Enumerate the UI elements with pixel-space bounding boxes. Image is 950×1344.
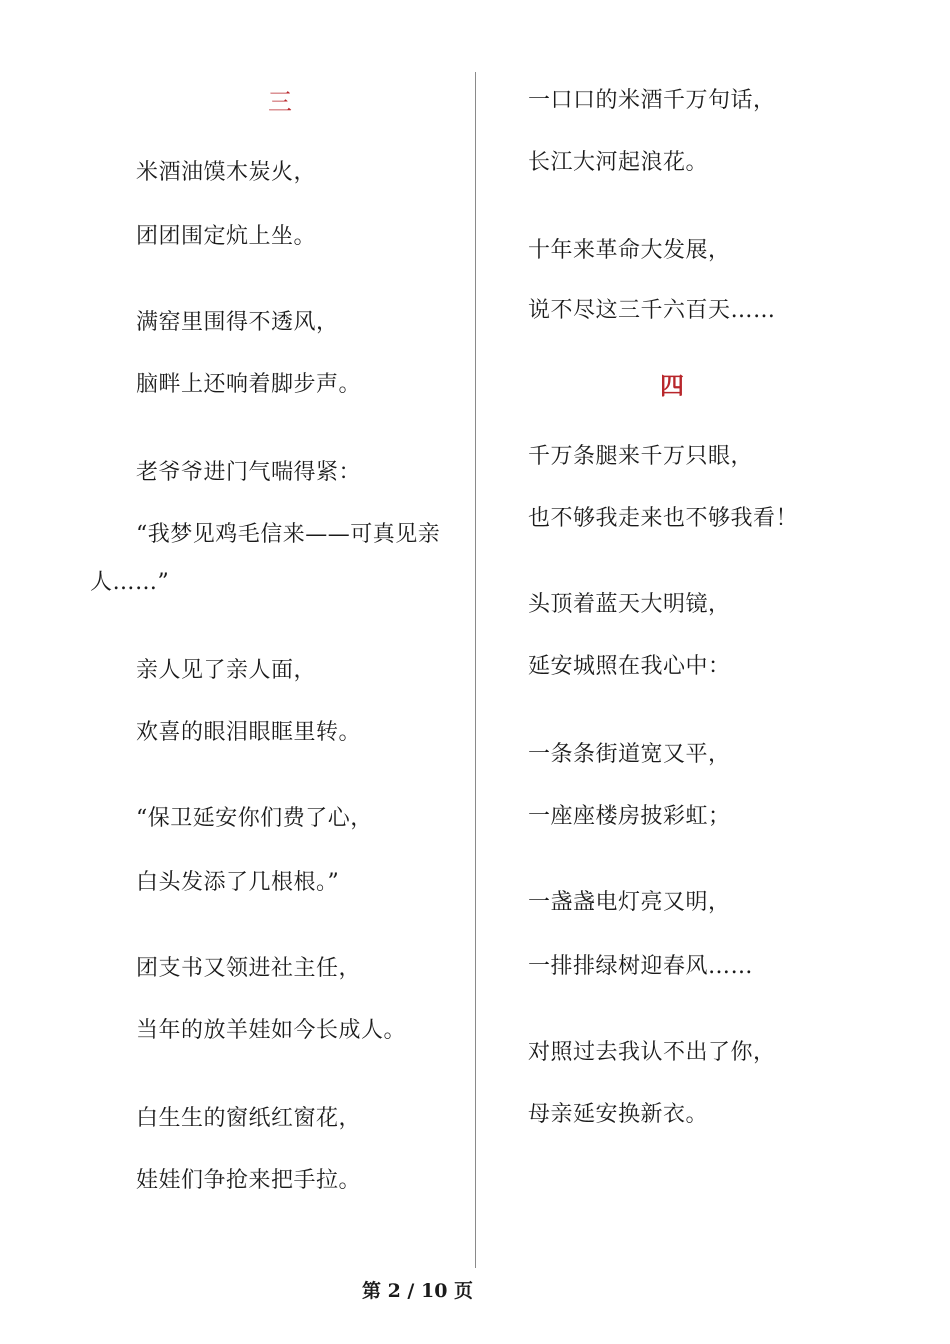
poem-line: 米酒油馍木炭火， (136, 160, 317, 185)
poem-line: 满窑里围得不透风， (136, 310, 339, 335)
poem-line: 一盏盏电灯亮又明， (528, 890, 731, 915)
poem-line: 头顶着蓝天大明镜， (528, 592, 731, 617)
poem-line: 也不够我走来也不够我看！ (528, 506, 799, 531)
poem-line: 老爷爷进门气喘得紧： (136, 460, 362, 485)
column-divider (475, 72, 476, 1268)
poem-line: 一条条街道宽又平， (528, 742, 731, 767)
poem-line: 娃娃们争抢来把手拉。 (136, 1168, 362, 1193)
poem-line: 一座座楼房披彩虹； (528, 804, 731, 829)
poem-line: 当年的放羊娃如今长成人。 (136, 1018, 407, 1043)
poem-line: 说不尽这三千六百天…… (528, 298, 776, 323)
poem-line: 母亲延安换新衣。 (528, 1102, 709, 1127)
poem-line: 一排排绿树迎春风…… (528, 954, 754, 979)
poem-line: 团团围定炕上坐。 (136, 224, 317, 249)
poem-line: 团支书又领进社主任， (136, 956, 362, 981)
section-heading-three: 三 (268, 88, 292, 116)
poem-line: 一口口的米酒千万句话， (528, 88, 776, 113)
poem-line: 长江大河起浪花。 (528, 150, 709, 175)
poem-line: “保卫延安你们费了心， (136, 806, 373, 831)
poem-line: 脑畔上还响着脚步声。 (136, 372, 362, 397)
section-heading-four: 四 (660, 371, 684, 400)
poem-line: 人……” (90, 570, 170, 595)
poem-line: 千万条腿来千万只眼， (528, 444, 754, 469)
poem-line: “我梦见鸡毛信来——可真见亲 (136, 522, 441, 547)
poem-line: 白头发添了几根根。” (136, 870, 340, 895)
poem-line: 延安城照在我心中： (528, 654, 731, 679)
poem-line: 亲人见了亲人面， (136, 658, 317, 683)
poem-line: 对照过去我认不出了你， (528, 1040, 776, 1065)
page-number: 第 2 / 10 页 (361, 1280, 474, 1302)
poem-line: 白生生的窗纸红窗花， (136, 1106, 362, 1131)
poem-line: 欢喜的眼泪眼眶里转。 (136, 720, 362, 745)
poem-line: 十年来革命大发展， (528, 238, 731, 263)
